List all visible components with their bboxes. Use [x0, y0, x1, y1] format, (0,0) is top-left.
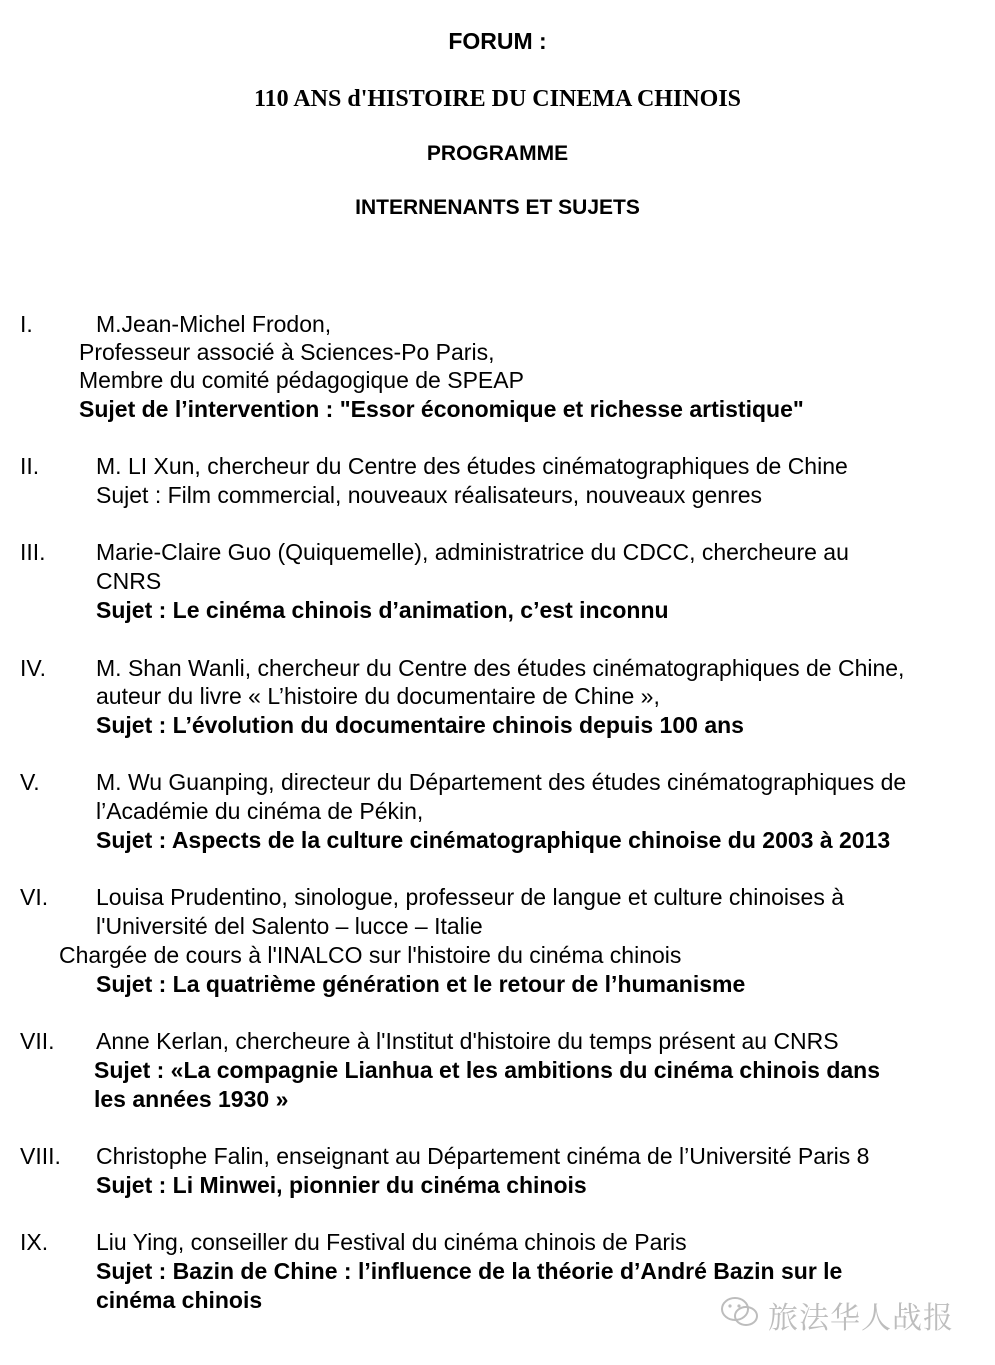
speaker-line: Liu Ying, conseiller du Festival du cinéma chinois de Paris [96, 1229, 687, 1255]
speaker-line: auteur du livre « L’histoire du documentaire de Chine », [96, 683, 660, 709]
speaker-line: l’Académie du cinéma de Pékin, [96, 798, 424, 824]
subject-line: cinéma chinois [96, 1287, 263, 1313]
speaker-line: Christophe Falin, enseignant au Département cinéma de l’Université Paris 8 [96, 1143, 870, 1169]
speaker-line: M. Shan Wanli, chercheur du Centre des études cinématographiques de Chine, [96, 655, 905, 681]
speaker-line: CNRS [96, 568, 162, 594]
programme-heading: PROGRAMME [426, 142, 569, 165]
watermark-text: 旅法华人战报 [768, 1301, 954, 1336]
speaker-line: Professeur associé à Sciences-Po Paris, [79, 339, 495, 365]
subject-line: Sujet : Aspects de la culture cinématographique chinoise du 2003 à 2013 [96, 827, 891, 853]
watermark [720, 1293, 954, 1337]
subject-line: Sujet : Le cinéma chinois d’animation, c’est inconnu [96, 597, 669, 623]
speaker-line: Membre du comité pédagogique de SPEAP [79, 367, 524, 393]
subject-line: Sujet : Film commercial, nouveaux réalisateurs, nouveaux genres [96, 482, 763, 508]
speaker-line: Anne Kerlan, chercheure à l'Institut d'histoire du temps présent au CNRS [96, 1028, 839, 1054]
item-number: VIII. [20, 1143, 61, 1169]
item-number: VI. [20, 884, 49, 910]
speaker-line: l'Université del Salento – lucce – Italie [96, 913, 483, 939]
subject-line: Sujet : Bazin de Chine : l’influence de la théorie d’André Bazin sur le [96, 1258, 843, 1284]
speaker-line: M. LI Xun, chercheur du Centre des études cinématographiques de Chine [96, 453, 848, 479]
subtitle-heading: INTERNENANTS ET SUJETS [355, 196, 640, 219]
subject-line: Sujet : La quatrième génération et le retour de l’humanisme [96, 971, 746, 997]
subject-line: Sujet : «La compagnie Lianhua et les ambitions du cinéma chinois dans [94, 1057, 880, 1083]
item-number: V. [20, 769, 40, 795]
speaker-line: M.Jean-Michel Frodon, [96, 311, 332, 337]
item-number: IX. [20, 1229, 49, 1255]
item-number: IV. [20, 655, 47, 681]
item-number: III. [20, 539, 46, 565]
page-title: 110 ANS d'HISTOIRE DU CINEMA CHINOIS [253, 86, 742, 112]
speaker-line: M. Wu Guanping, directeur du Département des études cinématographiques de [96, 769, 907, 795]
item-number: VII. [20, 1028, 55, 1054]
item-number: II. [20, 453, 40, 479]
speaker-line: Louisa Prudentino, sinologue, professeur de langue et culture chinoises à [96, 884, 844, 910]
subject-line: Sujet : L’évolution du documentaire chinois depuis 100 ans [96, 712, 744, 738]
subject-line: les années 1930 » [94, 1086, 289, 1112]
speaker-line: Chargée de cours à l'INALCO sur l'histoire du cinéma chinois [59, 942, 682, 968]
item-number: I. [20, 311, 33, 337]
forum-heading: FORUM : [448, 28, 547, 54]
subject-line: Sujet de l’intervention : "Essor économique et richesse artistique" [79, 396, 804, 422]
speaker-line: Marie-Claire Guo (Quiquemelle), administratrice du CDCC, chercheure au [96, 539, 849, 565]
subject-line: Sujet : Li Minwei, pionnier du cinéma chinois [96, 1172, 587, 1198]
wechat-icon [720, 1295, 760, 1335]
